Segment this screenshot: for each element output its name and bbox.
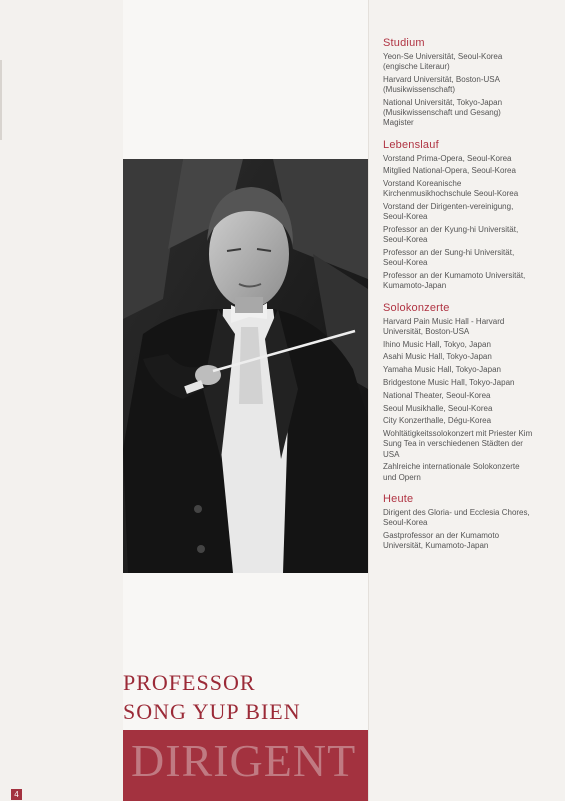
list-item: Wohltätigkeitssolokonzert mit Priester Kim Sung Tea in verschiedenen Städten der USA xyxy=(383,429,533,459)
section-title: Heute xyxy=(383,492,414,505)
section-title: Solokonzerte xyxy=(383,301,450,314)
list-item: Harvard Universität, Boston-USA (Musikwissenschaft) xyxy=(383,75,500,95)
list-item: Mitglied National-Opera, Seoul-Korea xyxy=(383,166,516,176)
section-studium xyxy=(383,36,533,129)
list-item: Vorstand der Dirigenten-vereinigung, Seoul-Korea xyxy=(383,202,514,222)
list-item: Yeon-Se Universität, Seoul-Korea (engische Literaur) xyxy=(383,52,503,72)
conductor-photo xyxy=(123,159,368,573)
section-heute xyxy=(383,492,533,551)
list-item: Dirigent des Gloria- und Ecclesia Chores, Seoul-Korea xyxy=(383,507,530,527)
list-item: National Theater, Seoul-Korea xyxy=(383,390,491,400)
list-item: Harvard Pain Music Hall - Harvard Universität, Boston-USA xyxy=(383,316,505,336)
name-heading xyxy=(123,668,368,726)
list-item: Vorstand Prima-Opera, Seoul-Korea xyxy=(383,153,512,163)
list-item: Gastprofessor an der Kumamoto Universität, Kumamoto-Japan xyxy=(383,530,500,550)
list-item: Yamaha Music Hall, Tokyo-Japan xyxy=(383,365,501,375)
list-item: Asahi Music Hall, Tokyo-Japan xyxy=(383,352,492,362)
list-item: Zahlreiche internationale Solokonzerte und Opern xyxy=(383,462,520,482)
section-solokonzerte xyxy=(383,301,533,483)
list-item: National Universität, Tokyo-Japan (Musikwissenschaft und Gesang) Magister xyxy=(383,98,503,128)
heading-title: PROFESSOR xyxy=(123,670,256,695)
list-item: Bridgestone Music Hall, Tokyo-Japan xyxy=(383,378,515,387)
page-number: 4 xyxy=(11,789,22,800)
section-title: Studium xyxy=(383,37,425,49)
role-label: DIRIGENT xyxy=(131,735,357,786)
list-item: Professor an der Kumamoto Universität, Kumamoto-Japan xyxy=(383,271,526,291)
heading-name: SONG YUP BIEN xyxy=(123,699,301,724)
binding-edge xyxy=(0,60,2,140)
list-item: Professor an der Kyung-hi Universität, Seoul-Korea xyxy=(383,225,519,245)
list-item: City Konzerthalle, Dégu-Korea xyxy=(383,416,492,426)
list-item: Seoul Musikhalle, Seoul-Korea xyxy=(383,403,493,413)
biography-column xyxy=(383,36,533,560)
list-item: Vorstand Koreanische Kirchenmusikhochschule Seoul-Korea xyxy=(383,179,519,199)
section-lebenslauf xyxy=(383,138,533,292)
role-banner xyxy=(123,730,368,801)
section-title: Lebenslauf xyxy=(383,138,439,151)
list-item: Ihino Music Hall, Tokyo, Japan xyxy=(383,339,491,349)
page-margin xyxy=(0,0,123,801)
list-item: Professor an der Sung-hi Universität, Seoul-Korea xyxy=(383,248,515,268)
